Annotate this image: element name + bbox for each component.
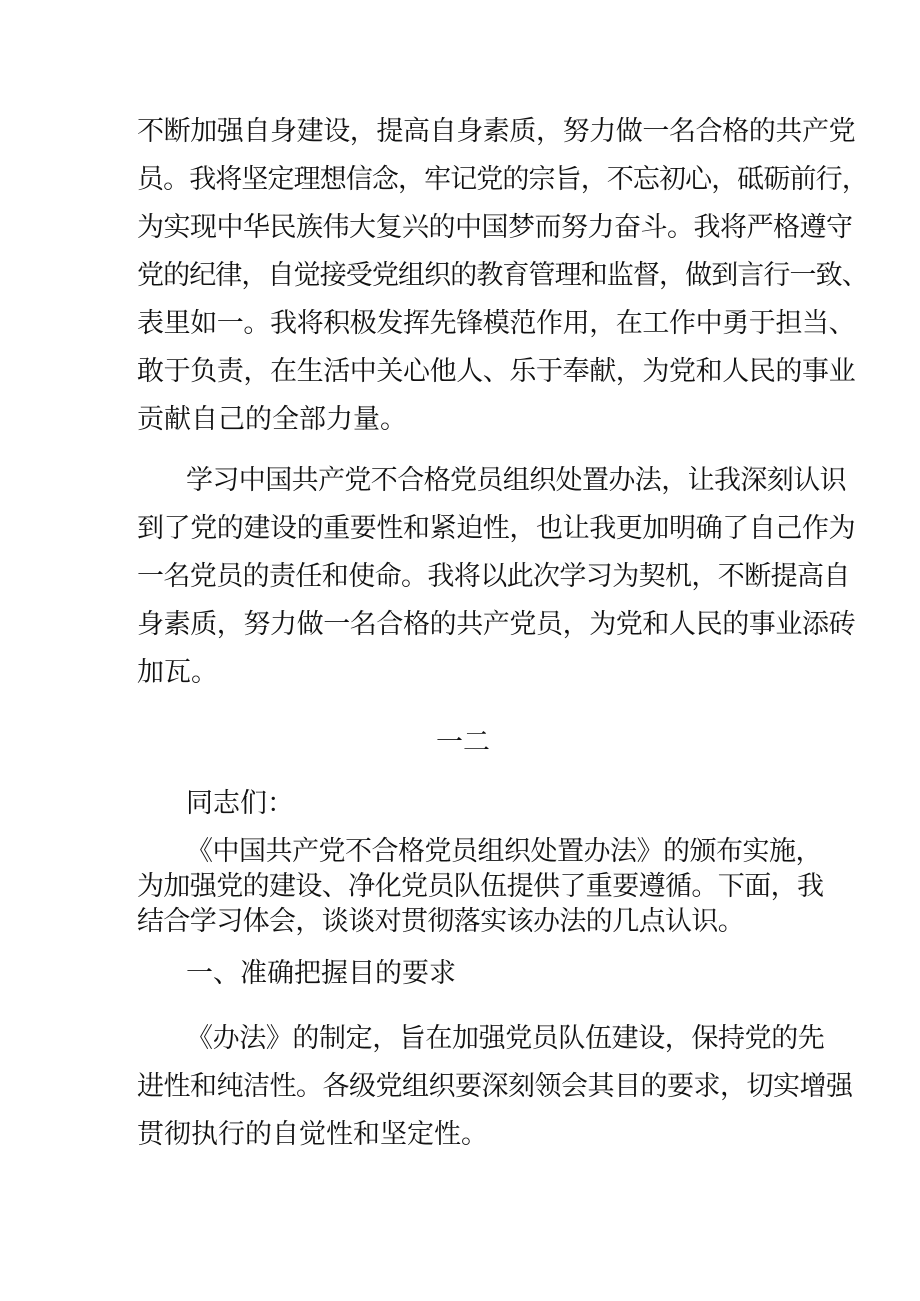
paragraph-line: 到了党的建设的重要性和紧迫性，也让我更加明确了自己作为 bbox=[137, 513, 856, 544]
paragraph-line: 不断加强自身建设，提高自身素质，努力做一名合格的共产党 bbox=[137, 116, 856, 147]
salutation: 同志们： bbox=[186, 788, 294, 819]
paragraph-line: 《中国共产党不合格党员组织处置办法》的颁布实施， bbox=[186, 836, 822, 867]
paragraph-line: 结合学习体会，谈谈对贯彻落实该办法的几点认识。 bbox=[137, 906, 745, 937]
paragraph-line: 敢于负责，在生活中关心他人、乐于奉献，为党和人民的事业 bbox=[137, 356, 856, 387]
paragraph-line: 党的纪律，自觉接受党组织的教育管理和监督，做到言行一致、 bbox=[137, 260, 868, 291]
paragraph-line: 《办法》的制定，旨在加强党员队伍建设，保持党的先 bbox=[186, 1023, 825, 1054]
paragraph-line: 进性和纯洁性。各级党组织要深刻领会其目的要求，切实增强 bbox=[137, 1071, 853, 1102]
paragraph-line: 为加强党的建设、净化党员队伍提供了重要遵循。下面，我 bbox=[137, 871, 824, 902]
paragraph-line: 员。我将坚定理想信念，牢记党的宗旨，不忘初心，砥砺前行， bbox=[137, 164, 868, 195]
paragraph-line: 身素质，努力做一名合格的共产党员，为党和人民的事业添砖 bbox=[137, 609, 856, 640]
paragraph-line: 为实现中华民族伟大复兴的中国梦而努力奋斗。我将严格遵守 bbox=[137, 212, 853, 243]
paragraph-line: 贯彻执行的自觉性和坚定性。 bbox=[137, 1119, 488, 1150]
paragraph-line: 表里如一。我将积极发挥先锋模范作用，在工作中勇于担当、 bbox=[137, 308, 856, 339]
paragraph-line: 加瓦。 bbox=[137, 657, 218, 688]
section-heading: 一、准确把握目的要求 bbox=[186, 958, 456, 989]
paragraph-line: 一名党员的责任和使命。我将以此次学习为契机，不断提高自 bbox=[137, 561, 850, 592]
paragraph-line: 学习中国共产党不合格党员组织处置办法，让我深刻认识 bbox=[186, 465, 846, 496]
section-number: 一二 bbox=[436, 727, 490, 758]
paragraph-line: 贡献自己的全部力量。 bbox=[137, 404, 407, 435]
